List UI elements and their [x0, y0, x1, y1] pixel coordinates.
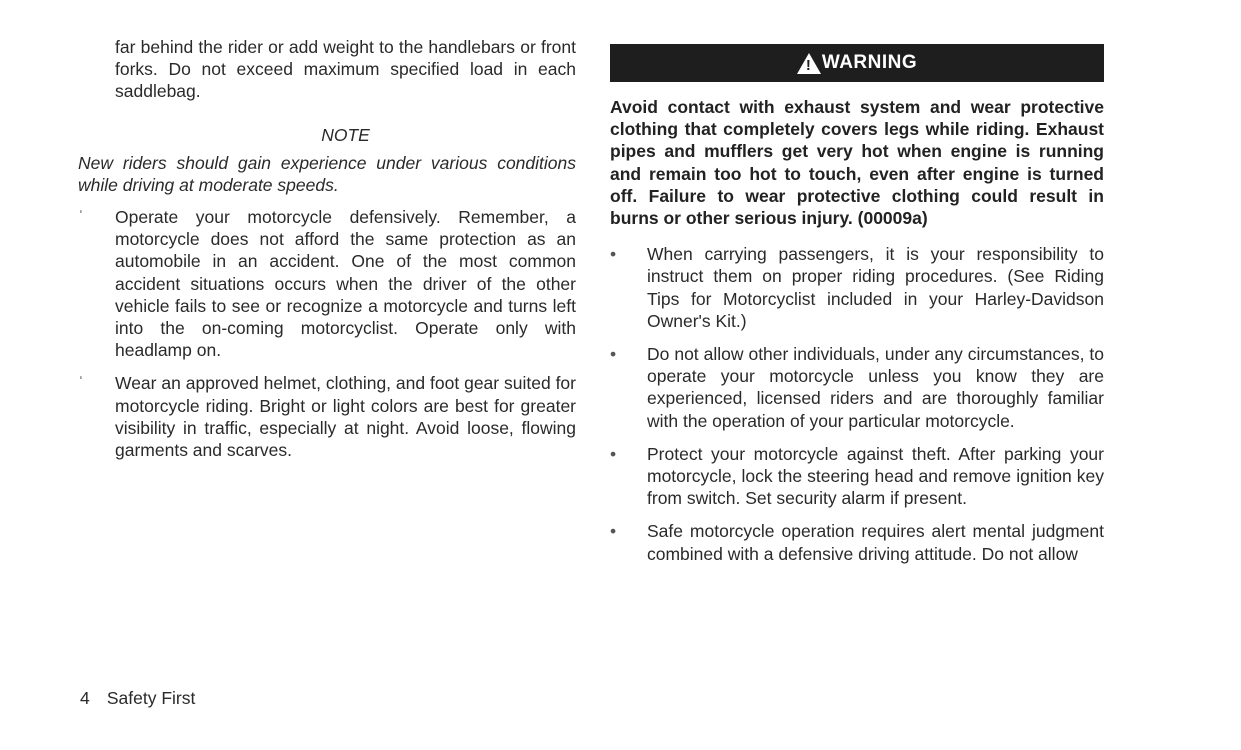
note-title: NOTE [321, 124, 370, 145]
left-column [78, 36, 576, 472]
bullet-icon: ˈ [78, 207, 84, 228]
bullet-icon: • [610, 521, 617, 542]
list-item-text: Protect your motorcycle against theft. After parking your motorcycle, lock the steering head and remove ignition key from switch. Set security alarm if present. [647, 443, 1104, 509]
right-column [610, 36, 1104, 576]
page-footer [80, 688, 195, 709]
warning-label: WARNING [821, 52, 918, 73]
bullet-icon: • [610, 443, 617, 464]
list-item [78, 206, 576, 361]
note-text: New riders should gain experience under various conditions while driving at moderate speeds. [78, 152, 576, 195]
page-number: 4 [80, 688, 90, 708]
list-item [610, 443, 1104, 510]
list-item-text: Wear an approved helmet, clothing, and foot gear suited for motorcycle riding. Bright or light colors are best for greater visibility in traffic, especially at night. Avoid loose, flowing garments and scarves. [115, 373, 576, 461]
bullet-icon: ˈ [78, 373, 84, 394]
bullet-icon: • [610, 244, 617, 265]
warning-text: Avoid contact with exhaust system and wear protective clothing that completely covers legs while riding. Exhaust pipes and mufflers get very hot when engine is running and remain too hot to touch, even after engine is turned off. Failure to wear protective clothing could result in burns or other serious injury. (00009a) [610, 97, 1104, 229]
list-item [610, 243, 1104, 332]
list-item [610, 343, 1104, 432]
list-item [78, 372, 576, 461]
list-item-text: Operate your motorcycle defensively. Remember, a motorcycle does not afford the same protection as an automobile in an accident. One of the most common accident situations occurs when the driver of the other vehicle fails to see or recognize a motorcycle and turns left into the on-coming motorcyclist. Operate only with headlamp on. [115, 207, 576, 361]
list-item [610, 520, 1104, 564]
continuation-paragraph: far behind the rider or add weight to the handlebars or front forks. Do not exceed maximum specified load in each saddlebag. [115, 37, 576, 102]
warning-banner [610, 44, 1104, 82]
list-item-text: When carrying passengers, it is your responsibility to instruct them on proper riding procedures. (See Riding Tips for Motorcyclist included in your Harley-Davidson Owner's Kit.) [647, 244, 1104, 331]
list-item-text: Do not allow other individuals, under any circumstances, to operate your motorcycle unless you know they are experienced, licensed riders and are thoroughly familiar with the operation of your particular motorcycle. [647, 344, 1104, 431]
list-item-text: Safe motorcycle operation requires alert mental judgment combined with a defensive driving attitude. Do not allow [647, 521, 1104, 564]
section-title: Safety First [106, 688, 196, 708]
warning-triangle-icon [797, 53, 821, 74]
bullet-icon: • [610, 344, 617, 365]
